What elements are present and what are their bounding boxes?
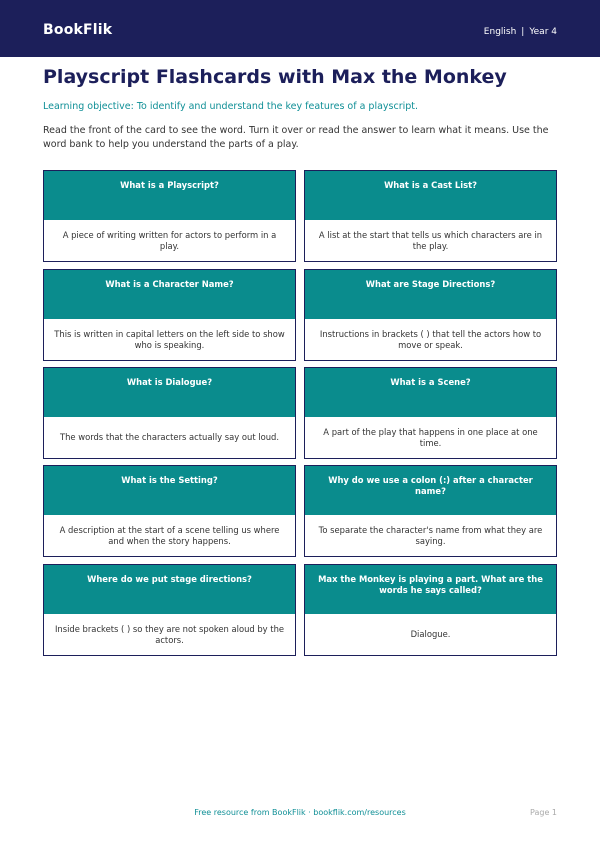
flashcard[interactable] [304, 367, 557, 459]
flashcard[interactable] [43, 269, 296, 361]
year-label: Year 4 [529, 27, 557, 37]
flashcard[interactable] [304, 465, 557, 557]
flashcard[interactable] [304, 170, 557, 262]
card-answer-text: Instructions in brackets ( ) that tell the actors how to move or speak. [319, 328, 542, 350]
flashcard[interactable] [43, 170, 296, 262]
card-question: What is a Playscript? [44, 171, 295, 220]
card-answer [305, 220, 556, 261]
card-answer-text: This is written in capital letters on the left side to show who is speaking. [54, 328, 285, 350]
card-answer [44, 220, 295, 261]
card-question: What is a Character Name? [44, 270, 295, 319]
card-answer-text: Inside brackets ( ) so they are not spoken aloud by the actors. [54, 623, 285, 645]
card-question: What is Dialogue? [44, 368, 295, 417]
flashcard[interactable] [43, 564, 296, 656]
page-number: Page 1 [530, 808, 557, 817]
card-answer [44, 319, 295, 360]
flashcard[interactable] [304, 269, 557, 361]
card-answer-text: A description at the start of a scene telling us where and when the story happens. [59, 524, 280, 546]
subject-label: English [483, 27, 517, 37]
footer-link[interactable]: Free resource from BookFlik · bookflik.com/resources [194, 808, 406, 817]
flashcard[interactable] [43, 367, 296, 459]
card-question: What is a Scene? [305, 368, 556, 417]
card-question: Why do we use a colon (:) after a character name? [305, 466, 556, 515]
header-bar [0, 0, 600, 57]
card-answer-text: The words that the characters actually say out loud. [59, 432, 280, 442]
intro-text: Read the front of the card to see the word. Turn it over or read the answer to learn what it means. Use the word bank to help you understand the parts of a play. [43, 125, 549, 150]
card-answer [44, 417, 295, 458]
card-answer [305, 614, 556, 655]
flashcard[interactable] [304, 564, 557, 656]
card-answer [305, 417, 556, 458]
flashcard[interactable] [43, 465, 296, 557]
card-question: What is the Setting? [44, 466, 295, 515]
card-answer-text: A part of the play that happens in one place at one time. [323, 426, 538, 448]
card-answer-text: Dialogue. [410, 629, 451, 639]
card-question: Max the Monkey is playing a part. What are the words he says called? [305, 565, 556, 614]
page-title: Playscript Flashcards with Max the Monkey [43, 66, 507, 88]
card-question: What is a Cast List? [305, 171, 556, 220]
card-answer [44, 614, 295, 655]
card-answer [305, 319, 556, 360]
learning-objective: Learning objective: To identify and understand the key features of a playscript. [43, 101, 419, 112]
card-answer-text: A list at the start that tells us which characters are in the play. [318, 229, 543, 251]
card-question: Where do we put stage directions? [44, 565, 295, 614]
card-answer [305, 515, 556, 556]
card-answer [44, 515, 295, 556]
header-meta [484, 27, 557, 37]
brand-logo[interactable]: BookFlik [43, 22, 113, 38]
card-answer-text: To separate the character's name from what they are saying. [318, 524, 543, 546]
meta-separator: | [521, 27, 525, 37]
card-question: What are Stage Directions? [305, 270, 556, 319]
card-answer-text: A piece of writing written for actors to perform in a play. [62, 229, 277, 251]
